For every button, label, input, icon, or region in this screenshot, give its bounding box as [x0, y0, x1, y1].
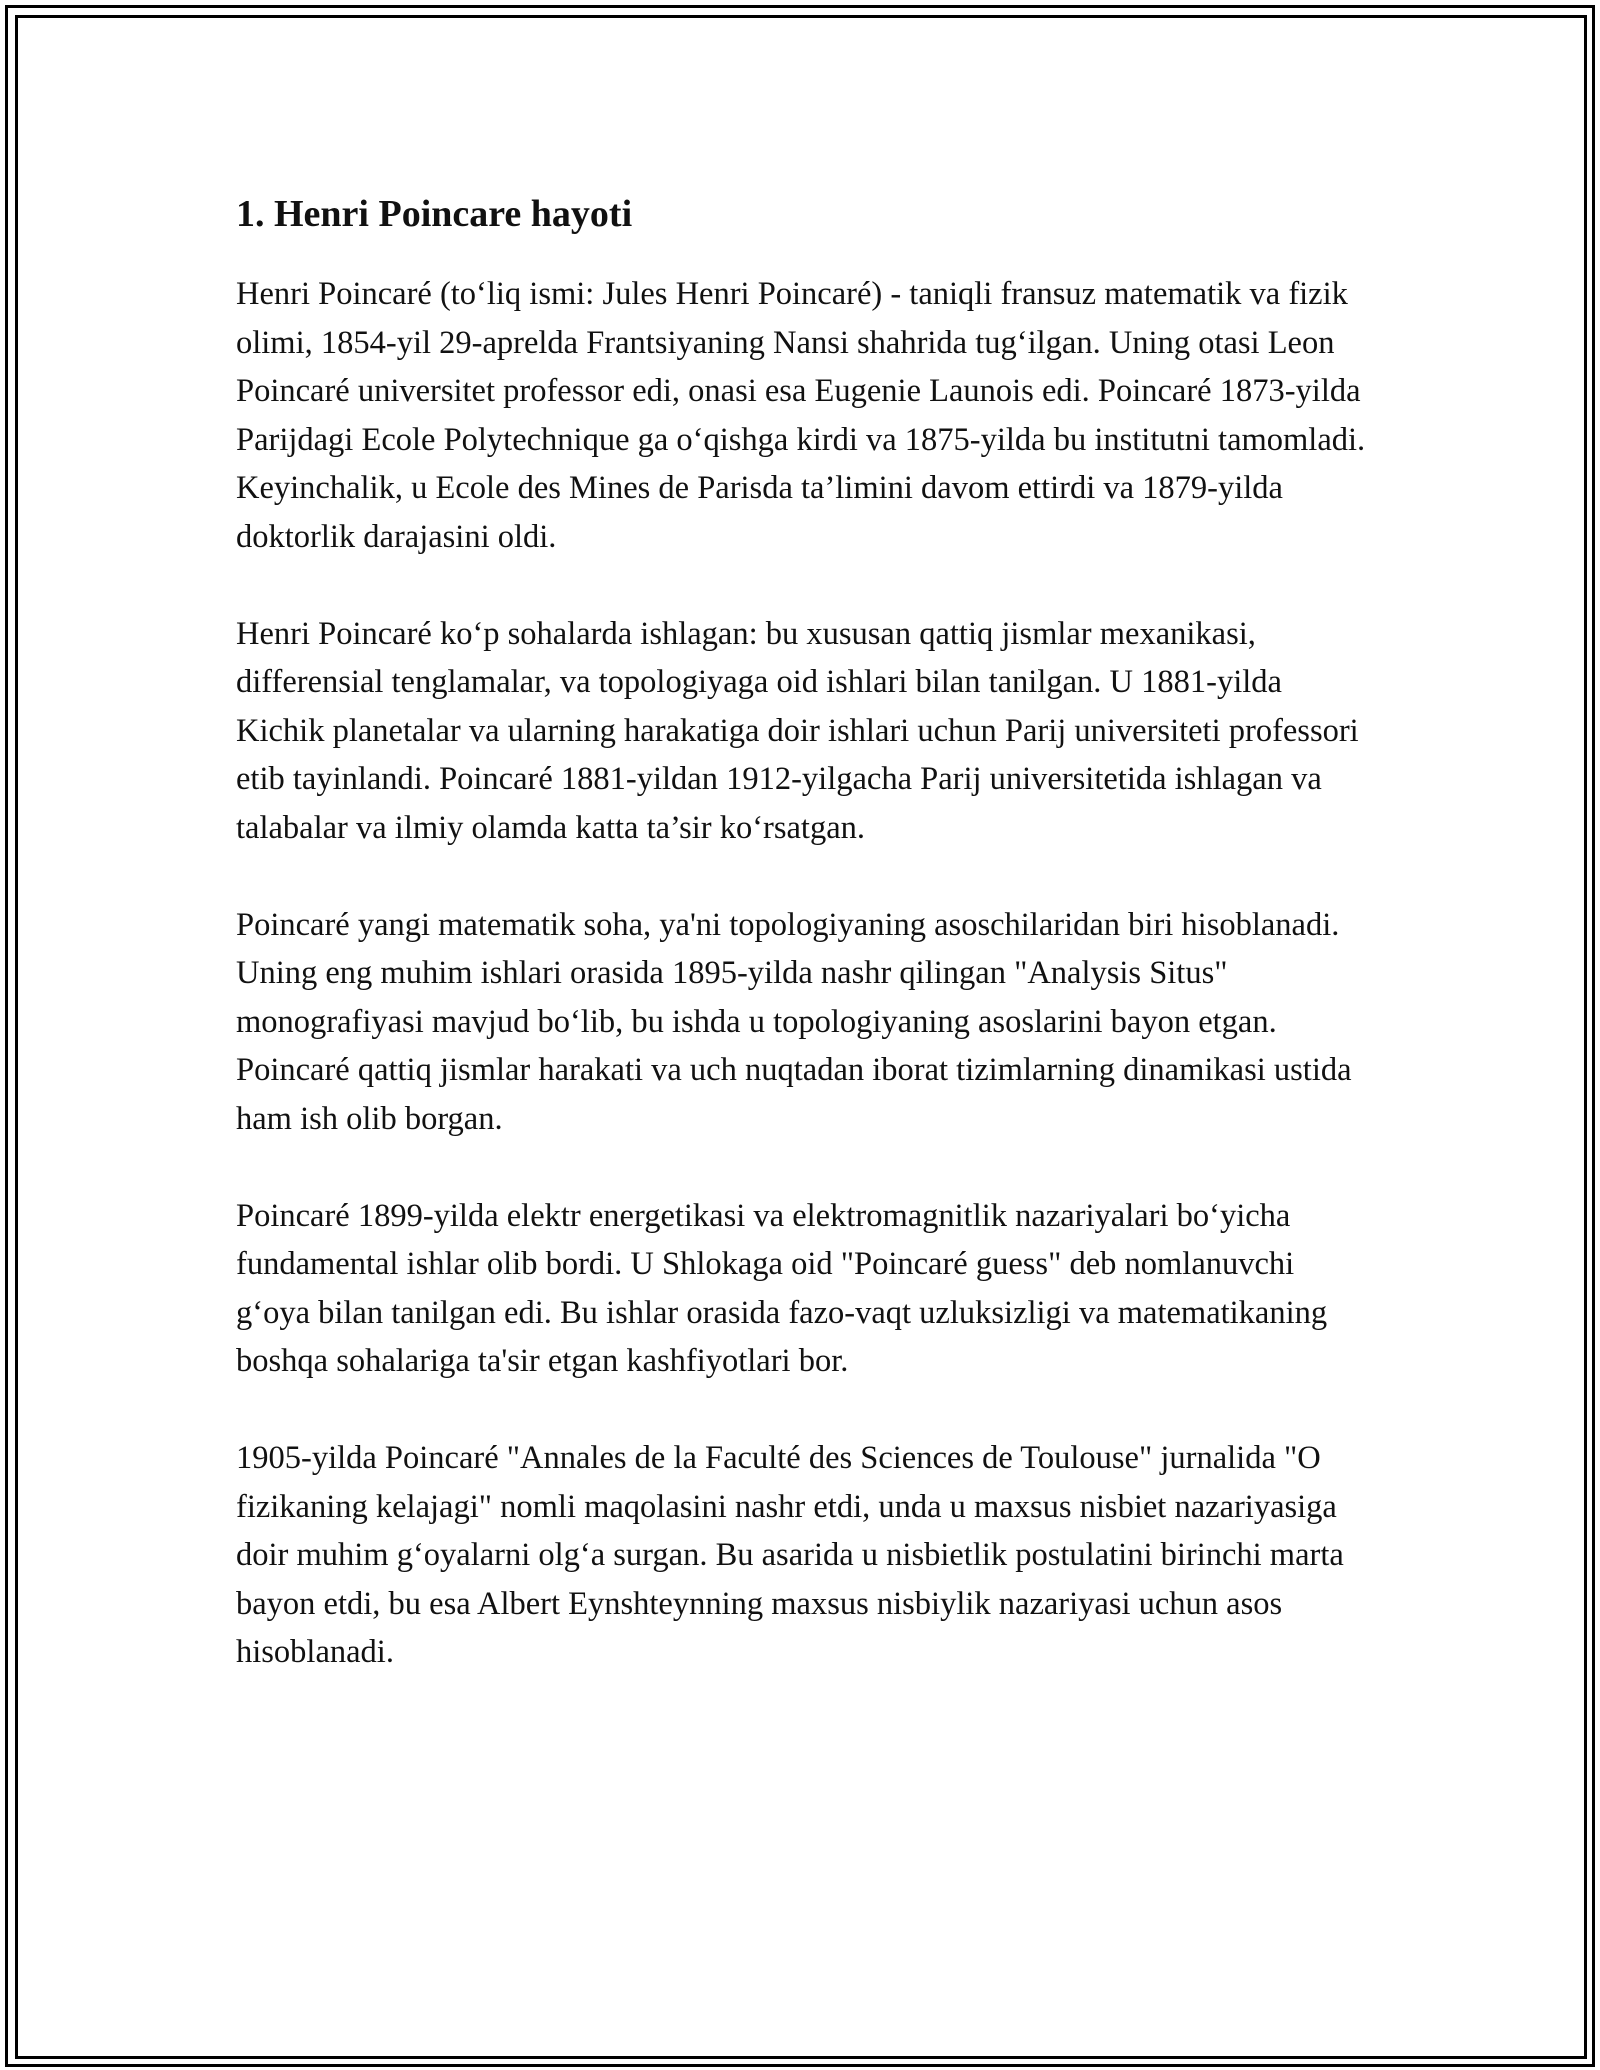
paragraph-topology: Poincaré yangi matematik soha, ya'ni topologiyaning asoschilaridan biri hisoblanadi. Uning eng muhim ishlari orasida 1895-yilda nashr qilingan "Analysis Situs" monografiyasi mavjud bo‘lib, bu ishda u topologiyaning asoslarini bayon etgan. Poincaré qattiq jismlar harakati va uch nuqtadan iborat tizimlarning dinamikasi ustida ham ish olib borgan. — [236, 906, 1352, 1137]
document-body — [236, 186, 1376, 1725]
paragraph-electromagnetism: Poincaré 1899-yilda elektr energetikasi va elektromagnitlik nazariyalari bo‘yicha fundamental ishlar olib bordi. U Shlokaga oid "Poincaré guess" deb nomlanuvchi g‘oya bilan tanilgan edi. Bu ishlar orasida fazo-vaqt uzluksizligi va matematikaning boshqa sohalariga ta'sir etgan kashfiyotlari bor. — [236, 1197, 1328, 1379]
paragraph-relativity: 1905-yilda Poincaré "Annales de la Faculté des Sciences de Toulouse" jurnalida "O fizikaning kelajagi" nomli maqolasini nashr etdi, unda u maxsus nisbiet nazariyasiga doir muhim g‘oyalarni olg‘a surgan. Bu asarida u nisbietlik postulatini birinchi marta bayon etdi, bu esa Albert Eynshteynning maxsus nisbiylik nazariyasi uchun asos hisoblanadi. — [236, 1440, 1344, 1670]
paragraph-career: Henri Poincaré ko‘p sohalarda ishlagan: bu xususan qattiq jismlar mexanikasi, differensial tenglamalar, va topologiyaga oid ishlari bilan tanilgan. U 1881-yilda Kichik planetalar va ularning harakatiga doir ishlari uchun Parij universiteti professori etib tayinlandi. Poincaré 1881-yildan 1912-yilgacha Parij universitetida ishlagan va talabalar va ilmiy olamda katta ta’sir ko‘rsatgan. — [236, 615, 1359, 846]
section-heading: 1. Henri Poincare hayoti — [236, 193, 633, 235]
paragraph-early-life: Henri Poincaré (to‘liq ismi: Jules Henri Poincaré) - taniqli fransuz matematik va fizik olimi, 1854-yil 29-aprelda Frantsiyaning Nansi shahrida tug‘ilgan. Uning otasi Leon Poincaré universitet professor edi, onasi esa Eugenie Launois edi. Poincaré 1873-yilda Parijdagi Ecole Polytechnique ga o‘qishga kirdi va 1875-yilda bu institutni tamomladi. Keyinchalik, u Ecole des Mines de Parisda ta’limini davom ettirdi va 1879-yilda doktorlik darajasini oldi. — [236, 276, 1366, 555]
